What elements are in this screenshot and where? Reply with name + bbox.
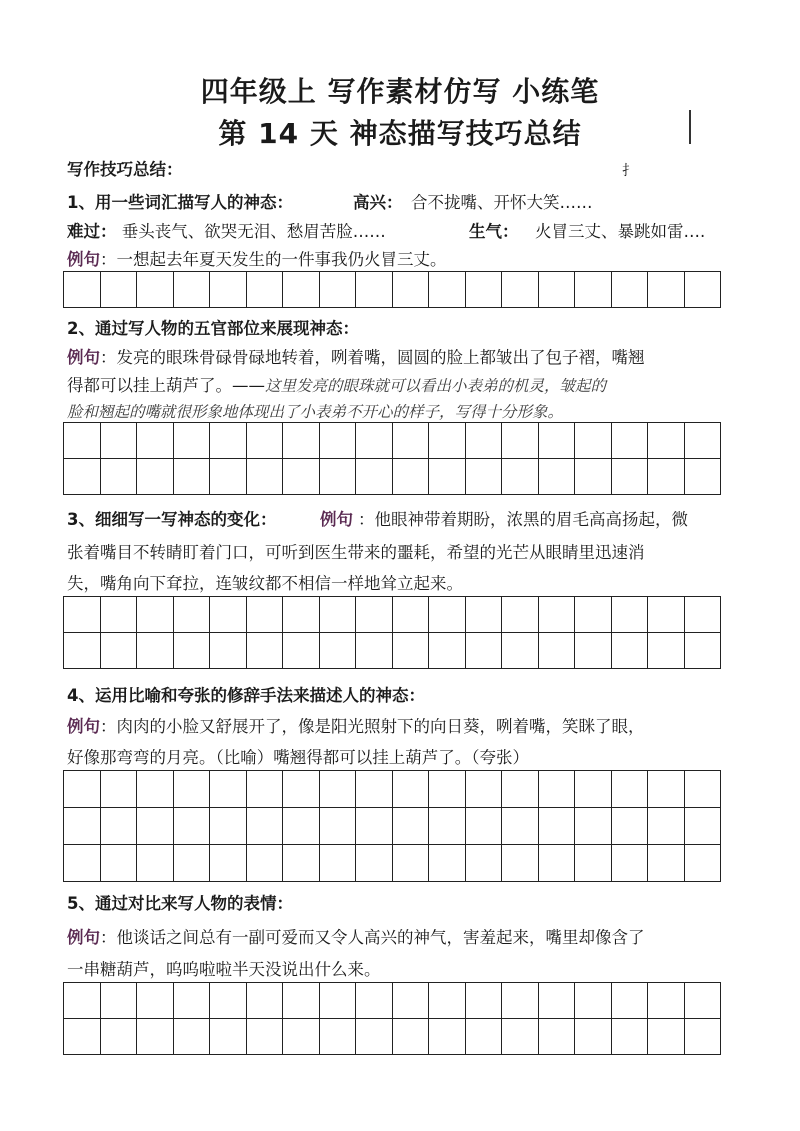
grid-cell[interactable] bbox=[575, 459, 612, 495]
grid-cell[interactable] bbox=[247, 1019, 284, 1055]
grid-cell[interactable] bbox=[137, 808, 174, 845]
sad-words: 垂头丧气、欲哭无泪、愁眉苦脸…… bbox=[121, 222, 386, 241]
grid-cell[interactable] bbox=[648, 845, 685, 882]
grid-cell[interactable] bbox=[283, 845, 320, 882]
grid-cell[interactable] bbox=[502, 771, 539, 808]
grid-cell[interactable] bbox=[429, 423, 466, 459]
grid-cell[interactable] bbox=[502, 633, 539, 669]
grid-cell[interactable] bbox=[356, 983, 393, 1019]
grid-cell[interactable] bbox=[210, 597, 247, 633]
page-title-line2: 第 14 天 神态描写技巧总结 bbox=[218, 117, 582, 150]
grid-cell[interactable] bbox=[247, 808, 284, 845]
grid-cell[interactable] bbox=[502, 272, 539, 308]
section3-line1 bbox=[67, 510, 747, 530]
section5-example-line2: 一串糖葫芦，呜呜啦啦半天没说出什么来。 bbox=[67, 960, 381, 979]
grid-cell[interactable] bbox=[320, 633, 357, 669]
grid-cell[interactable] bbox=[575, 845, 612, 882]
grid-cell[interactable] bbox=[101, 423, 138, 459]
grid-cell[interactable] bbox=[64, 597, 101, 633]
section2-example-line3: 脸和翘起的嘴就很形象地体现出了小表弟不开心的样子，写得十分形象。 bbox=[67, 403, 564, 421]
grid-cell[interactable] bbox=[101, 597, 138, 633]
grid-cell[interactable] bbox=[320, 845, 357, 882]
grid-cell[interactable] bbox=[648, 272, 685, 308]
grid-cell[interactable] bbox=[64, 771, 101, 808]
grid-cell[interactable] bbox=[393, 808, 430, 845]
grid-cell[interactable] bbox=[685, 423, 722, 459]
grid-cell[interactable] bbox=[64, 1019, 101, 1055]
grid-cell[interactable] bbox=[101, 272, 138, 308]
grid-cell[interactable] bbox=[612, 459, 649, 495]
grid-cell[interactable] bbox=[539, 1019, 576, 1055]
grid-cell[interactable] bbox=[429, 633, 466, 669]
grid-cell[interactable] bbox=[648, 1019, 685, 1055]
grid-cell[interactable] bbox=[101, 1019, 138, 1055]
grid-cell[interactable] bbox=[101, 459, 138, 495]
grid-cell[interactable] bbox=[429, 771, 466, 808]
grid-cell[interactable] bbox=[64, 633, 101, 669]
section5-heading: 5、通过对比来写人物的表情： bbox=[67, 894, 293, 913]
grid-cell[interactable] bbox=[247, 633, 284, 669]
section3-line3: 失，嘴角向下耷拉，连皱纹都不相信一样地耸立起来。 bbox=[67, 574, 463, 593]
grid-cell[interactable] bbox=[539, 272, 576, 308]
grid-cell[interactable] bbox=[101, 771, 138, 808]
grid-cell[interactable] bbox=[210, 1019, 247, 1055]
grid-cell[interactable] bbox=[685, 1019, 722, 1055]
section1-example bbox=[67, 250, 747, 270]
grid-cell[interactable] bbox=[64, 808, 101, 845]
grid-cell[interactable] bbox=[283, 459, 320, 495]
grid-cell[interactable] bbox=[283, 597, 320, 633]
grid-cell[interactable] bbox=[429, 597, 466, 633]
grid-cell[interactable] bbox=[283, 272, 320, 308]
section4-example-line2: 好像那弯弯的月亮。（比喻）嘴翘得都可以挂上葫芦了。（夸张） bbox=[67, 748, 529, 767]
edge-mark bbox=[689, 110, 691, 144]
grid-cell[interactable] bbox=[137, 1019, 174, 1055]
grid-cell[interactable] bbox=[685, 983, 722, 1019]
section4-example-line1 bbox=[67, 717, 747, 737]
grid-cell[interactable] bbox=[539, 771, 576, 808]
grid-cell[interactable] bbox=[648, 633, 685, 669]
grid-cell[interactable] bbox=[466, 423, 503, 459]
grid-cell[interactable] bbox=[648, 423, 685, 459]
grid-cell[interactable] bbox=[64, 845, 101, 882]
grid-cell[interactable] bbox=[612, 983, 649, 1019]
grid-cell[interactable] bbox=[283, 983, 320, 1019]
section5-example-line1 bbox=[67, 928, 747, 948]
grid-cell[interactable] bbox=[210, 845, 247, 882]
section2-example-line2 bbox=[67, 376, 747, 396]
grid-cell[interactable] bbox=[101, 845, 138, 882]
happy-words: 合不拢嘴、开怀大笑…… bbox=[411, 193, 593, 212]
grid-cell[interactable] bbox=[466, 808, 503, 845]
grid-cell[interactable] bbox=[685, 597, 722, 633]
grid-cell[interactable] bbox=[174, 808, 211, 845]
grid-cell[interactable] bbox=[502, 808, 539, 845]
grid-cell[interactable] bbox=[174, 1019, 211, 1055]
grid-cell[interactable] bbox=[356, 808, 393, 845]
grid-cell[interactable] bbox=[356, 423, 393, 459]
section2-heading: 2、通过写人物的五官部位来展现神态： bbox=[67, 319, 359, 338]
grid-cell[interactable] bbox=[247, 845, 284, 882]
grid-cell[interactable] bbox=[174, 597, 211, 633]
grid-cell[interactable] bbox=[393, 272, 430, 308]
example-label: 例句 bbox=[67, 717, 100, 736]
grid-cell[interactable] bbox=[320, 459, 357, 495]
grid-cell[interactable] bbox=[648, 771, 685, 808]
grid-cell[interactable] bbox=[320, 808, 357, 845]
grid-cell[interactable] bbox=[612, 423, 649, 459]
grid-cell[interactable] bbox=[137, 423, 174, 459]
sad-label: 难过： bbox=[67, 222, 117, 241]
page-title-line1: 四年级上 写作素材仿写 小练笔 bbox=[200, 75, 600, 108]
example-text: 得都可以挂上葫芦了。—— bbox=[67, 376, 265, 395]
grid-cell[interactable] bbox=[356, 633, 393, 669]
grid-cell[interactable] bbox=[575, 272, 612, 308]
grid-cell[interactable] bbox=[356, 1019, 393, 1055]
grid-cell[interactable] bbox=[174, 771, 211, 808]
grid-cell[interactable] bbox=[685, 272, 722, 308]
grid-cell[interactable] bbox=[612, 771, 649, 808]
grid-cell[interactable] bbox=[539, 423, 576, 459]
grid-cell[interactable] bbox=[393, 845, 430, 882]
grid-cell[interactable] bbox=[502, 1019, 539, 1055]
grid-cell[interactable] bbox=[429, 983, 466, 1019]
grid-cell[interactable] bbox=[64, 459, 101, 495]
grid-cell[interactable] bbox=[174, 983, 211, 1019]
grid-cell[interactable] bbox=[101, 983, 138, 1019]
angry-words: 火冒三丈、暴跳如雷…. bbox=[535, 222, 706, 241]
grid-cell[interactable] bbox=[210, 459, 247, 495]
grid-cell[interactable] bbox=[174, 459, 211, 495]
grid-cell[interactable] bbox=[429, 272, 466, 308]
section3-line2: 张着嘴目不转睛盯着门口，可听到医生带来的噩耗，希望的光芒从眼睛里迅速消 bbox=[67, 543, 645, 562]
grid-cell[interactable] bbox=[247, 597, 284, 633]
grid-cell[interactable] bbox=[393, 983, 430, 1019]
happy-label: 高兴： bbox=[353, 193, 403, 212]
example-text: ：他眼神带着期盼，浓黑的眉毛高高扬起，微 bbox=[358, 510, 688, 529]
grid-cell[interactable] bbox=[210, 633, 247, 669]
grid-cell[interactable] bbox=[429, 459, 466, 495]
grid-cell[interactable] bbox=[612, 597, 649, 633]
grid-cell[interactable] bbox=[137, 272, 174, 308]
grid-cell[interactable] bbox=[174, 633, 211, 669]
grid-cell[interactable] bbox=[539, 808, 576, 845]
grid-cell[interactable] bbox=[356, 771, 393, 808]
stray-character: 扌 bbox=[622, 163, 636, 179]
grid-cell[interactable] bbox=[64, 272, 101, 308]
grid-cell[interactable] bbox=[648, 983, 685, 1019]
grid-cell[interactable] bbox=[283, 808, 320, 845]
grid-cell[interactable] bbox=[575, 633, 612, 669]
grid-cell[interactable] bbox=[393, 597, 430, 633]
grid-cell[interactable] bbox=[320, 983, 357, 1019]
writing-grid-3[interactable] bbox=[63, 596, 721, 669]
angry-label: 生气： bbox=[469, 222, 519, 241]
grid-cell[interactable] bbox=[612, 272, 649, 308]
grid-cell[interactable] bbox=[502, 459, 539, 495]
grid-cell[interactable] bbox=[466, 272, 503, 308]
grid-cell[interactable] bbox=[685, 808, 722, 845]
grid-cell[interactable] bbox=[648, 808, 685, 845]
example-text: ：发亮的眼珠骨碌骨碌地转着，咧着嘴，圆圆的脸上都皱出了包子褶，嘴翘 bbox=[100, 348, 645, 367]
grid-cell[interactable] bbox=[137, 633, 174, 669]
grid-cell[interactable] bbox=[137, 459, 174, 495]
grid-cell[interactable] bbox=[466, 771, 503, 808]
grid-cell[interactable] bbox=[612, 808, 649, 845]
grid-cell[interactable] bbox=[247, 771, 284, 808]
grid-cell[interactable] bbox=[247, 983, 284, 1019]
grid-cell[interactable] bbox=[539, 633, 576, 669]
grid-cell[interactable] bbox=[174, 845, 211, 882]
grid-cell[interactable] bbox=[64, 983, 101, 1019]
grid-cell[interactable] bbox=[137, 771, 174, 808]
writing-grid-5[interactable] bbox=[63, 982, 721, 1055]
section2-example-line1 bbox=[67, 348, 747, 368]
grid-cell[interactable] bbox=[174, 423, 211, 459]
grid-cell[interactable] bbox=[210, 771, 247, 808]
grid-cell[interactable] bbox=[137, 597, 174, 633]
grid-cell[interactable] bbox=[575, 771, 612, 808]
grid-cell[interactable] bbox=[320, 272, 357, 308]
grid-cell[interactable] bbox=[575, 808, 612, 845]
grid-cell[interactable] bbox=[210, 272, 247, 308]
grid-cell[interactable] bbox=[612, 633, 649, 669]
grid-cell[interactable] bbox=[685, 771, 722, 808]
example-label: 例句 bbox=[67, 928, 100, 947]
grid-cell[interactable] bbox=[210, 808, 247, 845]
grid-cell[interactable] bbox=[502, 423, 539, 459]
grid-cell[interactable] bbox=[466, 459, 503, 495]
grid-cell[interactable] bbox=[137, 845, 174, 882]
grid-cell[interactable] bbox=[137, 983, 174, 1019]
grid-cell[interactable] bbox=[247, 272, 284, 308]
grid-cell[interactable] bbox=[685, 459, 722, 495]
grid-cell[interactable] bbox=[283, 1019, 320, 1055]
grid-cell[interactable] bbox=[539, 845, 576, 882]
grid-cell[interactable] bbox=[393, 423, 430, 459]
grid-cell[interactable] bbox=[612, 1019, 649, 1055]
example-text: ：他谈话之间总有一副可爱而又令人高兴的神气，害羞起来，嘴里却像含了 bbox=[100, 928, 645, 947]
section1-heading bbox=[67, 193, 747, 213]
grid-cell[interactable] bbox=[210, 983, 247, 1019]
grid-cell[interactable] bbox=[429, 808, 466, 845]
grid-cell[interactable] bbox=[356, 459, 393, 495]
grid-cell[interactable] bbox=[466, 633, 503, 669]
grid-cell[interactable] bbox=[648, 597, 685, 633]
grid-cell[interactable] bbox=[502, 983, 539, 1019]
summary-label: 写作技巧总结： bbox=[67, 160, 183, 179]
grid-cell[interactable] bbox=[502, 845, 539, 882]
example-text: ：一想起去年夏天发生的一件事我仍火冒三丈。 bbox=[100, 250, 447, 269]
grid-cell[interactable] bbox=[320, 597, 357, 633]
grid-cell[interactable] bbox=[210, 423, 247, 459]
grid-cell[interactable] bbox=[575, 597, 612, 633]
grid-cell[interactable] bbox=[393, 459, 430, 495]
example-label: 例句 bbox=[320, 510, 353, 529]
grid-cell[interactable] bbox=[247, 459, 284, 495]
grid-cell[interactable] bbox=[539, 983, 576, 1019]
grid-cell[interactable] bbox=[356, 597, 393, 633]
section3-title: 3、细细写一写神态的变化： bbox=[67, 510, 277, 529]
grid-cell[interactable] bbox=[356, 272, 393, 308]
writing-grid-4[interactable] bbox=[63, 770, 721, 882]
grid-cell[interactable] bbox=[320, 423, 357, 459]
grid-cell[interactable] bbox=[502, 597, 539, 633]
grid-cell[interactable] bbox=[320, 1019, 357, 1055]
grid-cell[interactable] bbox=[575, 1019, 612, 1055]
section1-words-line bbox=[67, 222, 747, 242]
grid-cell[interactable] bbox=[393, 633, 430, 669]
example-text: ：肉肉的小脸又舒展开了，像是阳光照射下的向日葵，咧着嘴，笑眯了眼， bbox=[100, 717, 645, 736]
handwritten-comment: 这里发亮的眼珠就可以看出小表弟的机灵，皱起的 bbox=[265, 377, 607, 395]
grid-cell[interactable] bbox=[685, 633, 722, 669]
grid-cell[interactable] bbox=[393, 771, 430, 808]
grid-cell[interactable] bbox=[101, 808, 138, 845]
grid-cell[interactable] bbox=[685, 845, 722, 882]
grid-cell[interactable] bbox=[539, 597, 576, 633]
grid-cell[interactable] bbox=[648, 459, 685, 495]
grid-cell[interactable] bbox=[101, 633, 138, 669]
grid-cell[interactable] bbox=[247, 423, 284, 459]
grid-cell[interactable] bbox=[466, 597, 503, 633]
example-label: 例句 bbox=[67, 250, 100, 269]
grid-cell[interactable] bbox=[174, 272, 211, 308]
grid-cell[interactable] bbox=[466, 845, 503, 882]
grid-cell[interactable] bbox=[356, 845, 393, 882]
writing-grid-2[interactable] bbox=[63, 422, 721, 495]
grid-cell[interactable] bbox=[575, 983, 612, 1019]
grid-cell[interactable] bbox=[575, 423, 612, 459]
grid-cell[interactable] bbox=[466, 1019, 503, 1055]
grid-cell[interactable] bbox=[466, 983, 503, 1019]
grid-cell[interactable] bbox=[320, 771, 357, 808]
example-label: 例句 bbox=[67, 348, 100, 367]
section4-heading: 4、运用比喻和夸张的修辞手法来描述人的神态： bbox=[67, 686, 425, 705]
grid-cell[interactable] bbox=[612, 845, 649, 882]
grid-cell[interactable] bbox=[429, 1019, 466, 1055]
section1-title: 1、用一些词汇描写人的神态： bbox=[67, 193, 293, 212]
grid-cell[interactable] bbox=[539, 459, 576, 495]
grid-cell[interactable] bbox=[64, 423, 101, 459]
grid-cell[interactable] bbox=[283, 633, 320, 669]
grid-cell[interactable] bbox=[429, 845, 466, 882]
writing-grid-1[interactable] bbox=[63, 271, 721, 308]
grid-cell[interactable] bbox=[283, 423, 320, 459]
grid-cell[interactable] bbox=[393, 1019, 430, 1055]
grid-cell[interactable] bbox=[283, 771, 320, 808]
